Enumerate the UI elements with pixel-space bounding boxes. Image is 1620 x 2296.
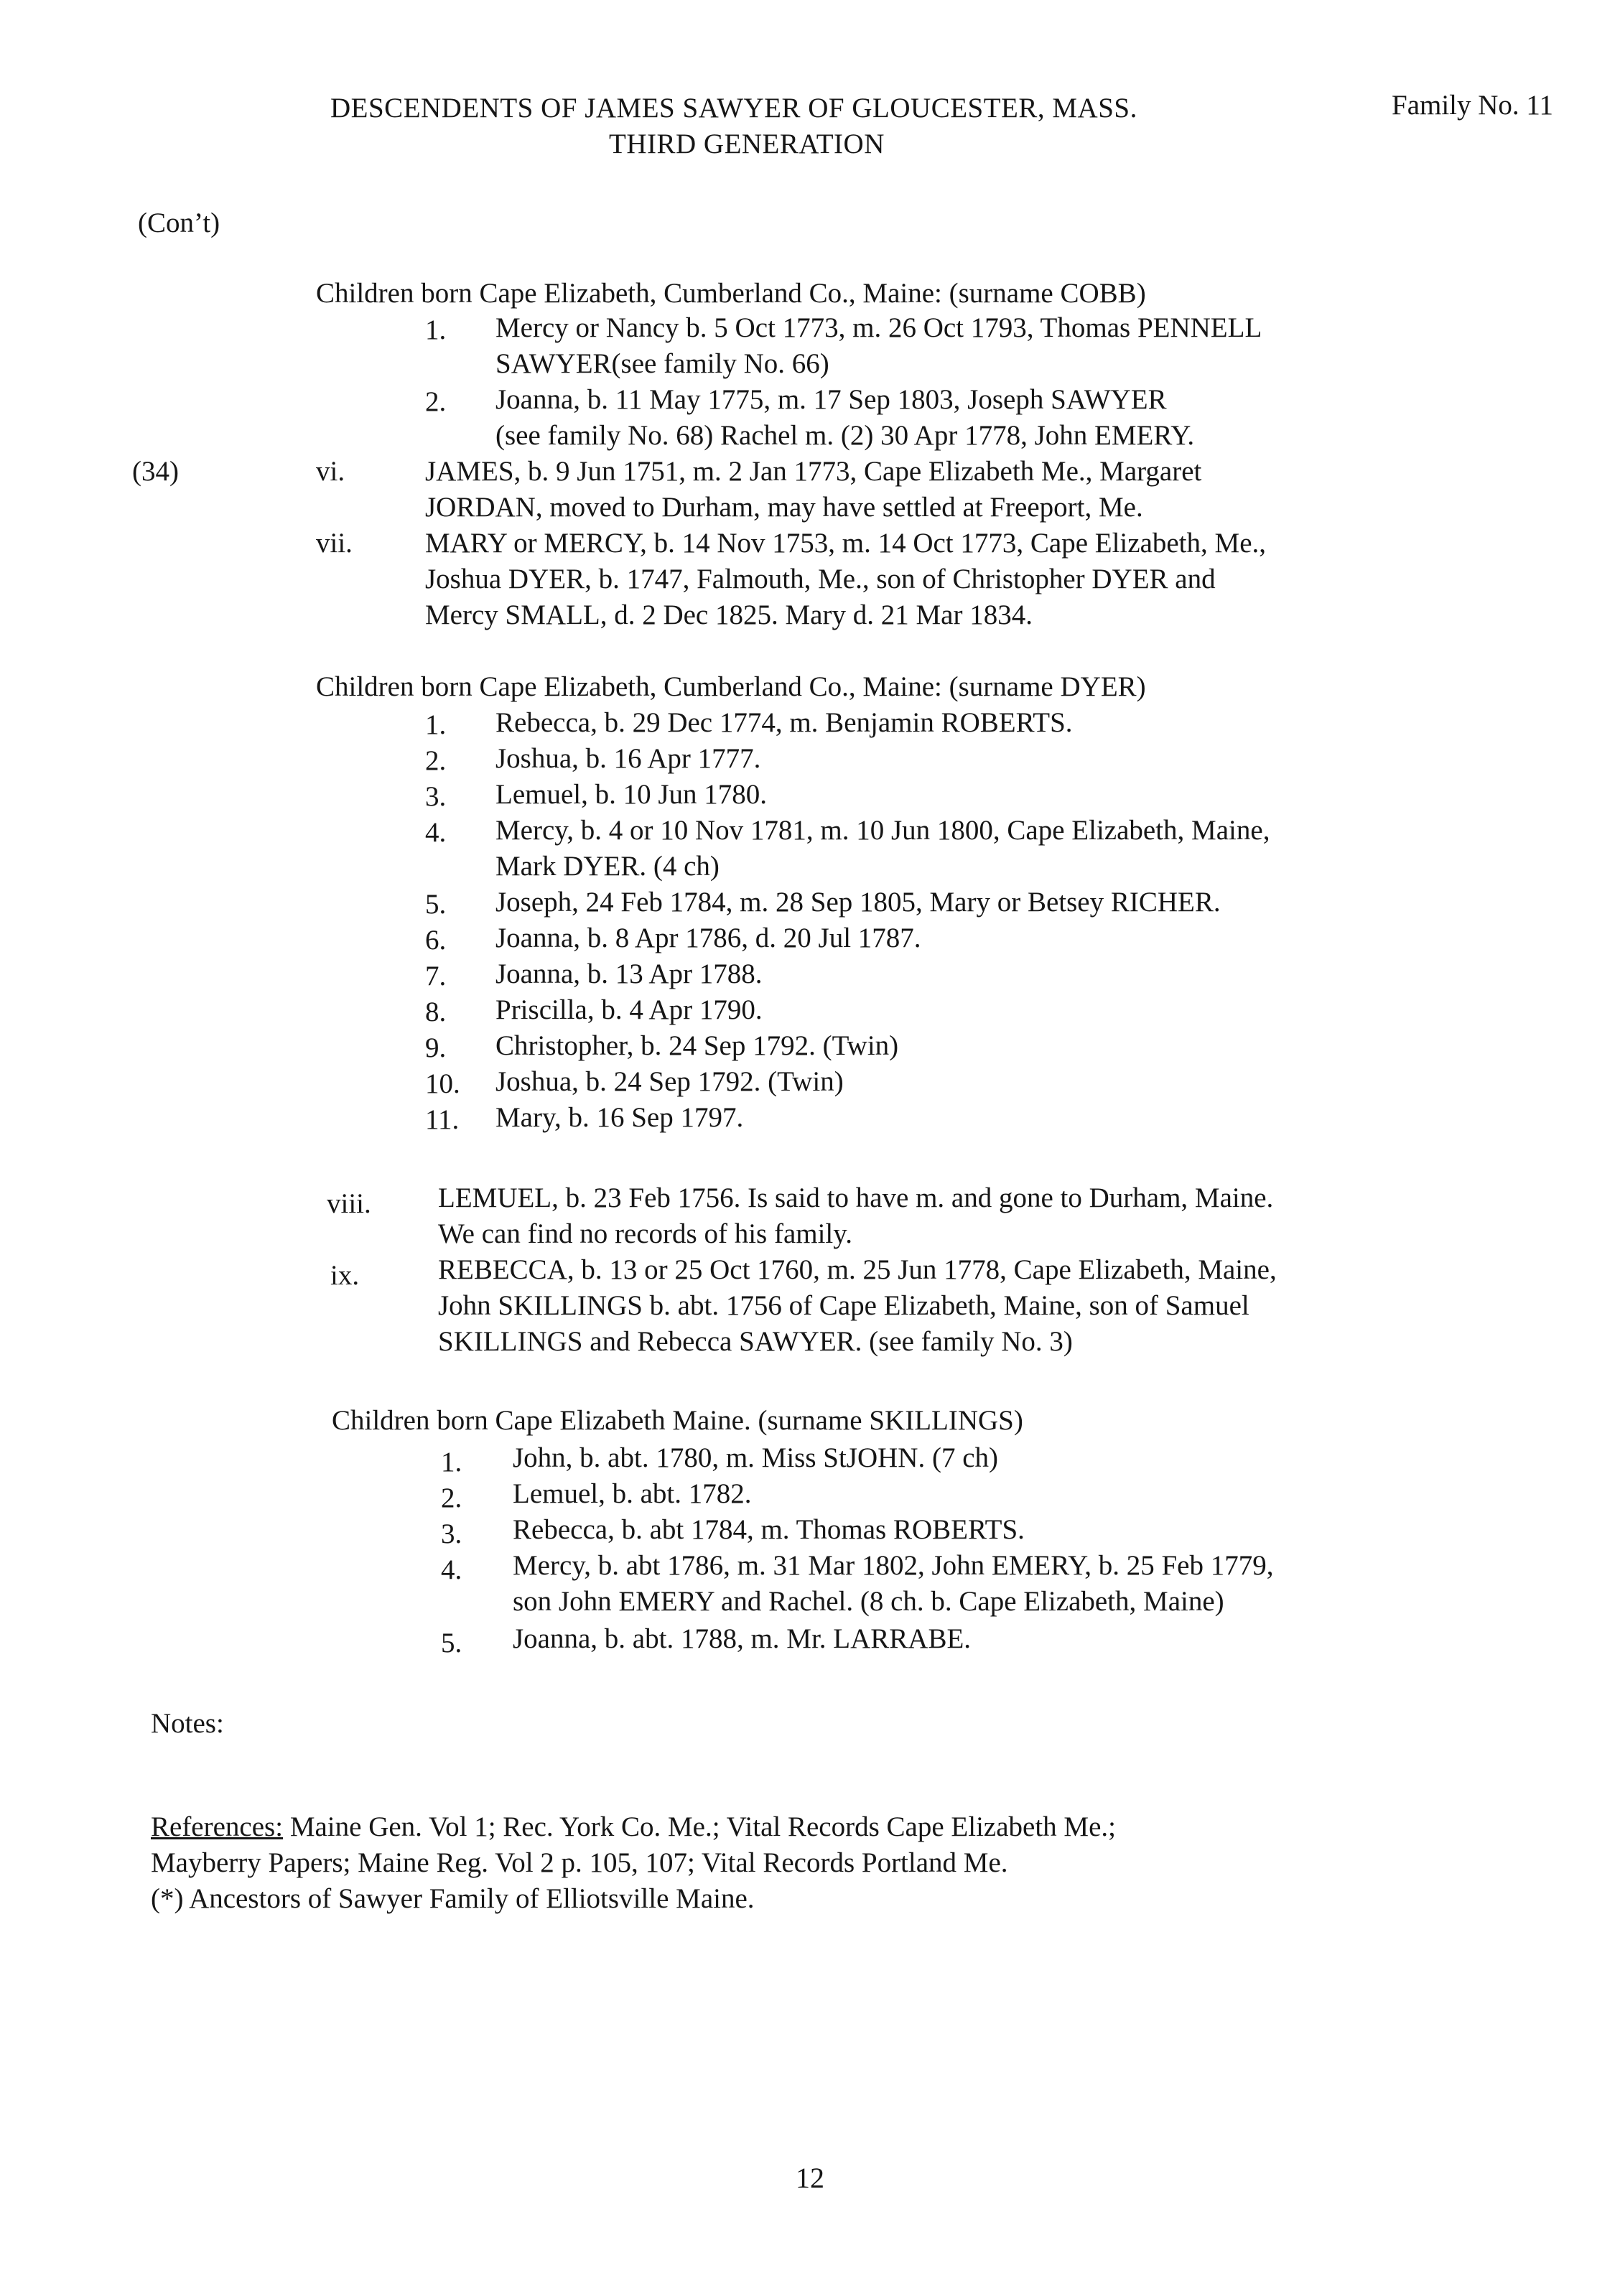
dyer-item-num: 8. xyxy=(425,997,447,1027)
entry-line: REBECCA, b. 13 or 25 Oct 1760, m. 25 Jun 1778, Cape Elizabeth, Maine, xyxy=(438,1254,1277,1285)
dyer-item-num: 11. xyxy=(425,1104,460,1135)
dyer-item-num: 10. xyxy=(425,1068,460,1099)
skillings-item-line: Mercy, b. abt 1786, m. 31 Mar 1802, John EMERY, b. 25 Feb 1779, xyxy=(513,1550,1274,1581)
references-line-1 xyxy=(151,1809,1116,1845)
family-number: Family No. 11 xyxy=(1392,90,1553,121)
dyer-item-line: Christopher, b. 24 Sep 1792. (Twin) xyxy=(495,1030,899,1061)
entry-line: Mercy SMALL, d. 2 Dec 1825. Mary d. 21 Mar 1834. xyxy=(425,599,1033,630)
dyer-item-num: 5. xyxy=(425,889,447,920)
entry-line: Joshua DYER, b. 1747, Falmouth, Me., son of Christopher DYER and xyxy=(425,564,1216,594)
dyer-item-line: Joanna, b. 8 Apr 1786, d. 20 Jul 1787. xyxy=(495,923,921,953)
page-title: DESCENDENTS OF JAMES SAWYER OF GLOUCESTER, MASS. xyxy=(330,93,1137,123)
entry-line: SKILLINGS and Rebecca SAWYER. (see family No. 3) xyxy=(438,1326,1073,1357)
cobb-item-num: 2. xyxy=(425,386,447,417)
continued-label: (Con’t) xyxy=(138,207,220,238)
skillings-item-num: 5. xyxy=(441,1628,462,1658)
dyer-item-num: 7. xyxy=(425,961,447,991)
cobb-item-line: SAWYER(see family No. 66) xyxy=(495,348,829,379)
dyer-heading: Children born Cape Elizabeth, Cumberland Co., Maine: (surname DYER) xyxy=(316,671,1146,702)
entry-line: LEMUEL, b. 23 Feb 1756. Is said to have m. and gone to Durham, Maine. xyxy=(438,1182,1274,1213)
cobb-heading: Children born Cape Elizabeth, Cumberland Co., Maine: (surname COBB) xyxy=(316,278,1146,309)
dyer-item-line: Priscilla, b. 4 Apr 1790. xyxy=(495,994,763,1025)
entry-roman: viii. xyxy=(327,1188,371,1219)
references-text: Maine Gen. Vol 1; Rec. York Co. Me.; Vital Records Cape Elizabeth Me.; xyxy=(283,1811,1116,1842)
skillings-item-num: 1. xyxy=(441,1447,462,1478)
entry-roman: vii. xyxy=(316,528,353,559)
dyer-item-line: Joseph, 24 Feb 1784, m. 28 Sep 1805, Mary or Betsey RICHER. xyxy=(495,887,1221,918)
entry-line: JAMES, b. 9 Jun 1751, m. 2 Jan 1773, Cape Elizabeth Me., Margaret xyxy=(425,456,1202,487)
dyer-item-num: 3. xyxy=(425,781,447,812)
skillings-item-line: Lemuel, b. abt. 1782. xyxy=(513,1478,752,1509)
skillings-item-num: 2. xyxy=(441,1483,462,1513)
dyer-item-line: Joshua, b. 24 Sep 1792. (Twin) xyxy=(495,1066,844,1097)
skillings-item-line: John, b. abt. 1780, m. Miss StJOHN. (7 ch) xyxy=(513,1442,999,1473)
skillings-item-line: Joanna, b. abt. 1788, m. Mr. LARRABE. xyxy=(513,1623,972,1654)
dyer-item-line: Mercy, b. 4 or 10 Nov 1781, m. 10 Jun 1800, Cape Elizabeth, Maine, xyxy=(495,815,1270,846)
page-subtitle: THIRD GENERATION xyxy=(609,129,885,159)
dyer-item-line: Joshua, b. 16 Apr 1777. xyxy=(495,743,761,774)
skillings-item-line: son John EMERY and Rachel. (8 ch. b. Cape Elizabeth, Maine) xyxy=(513,1586,1224,1617)
references-label: References: xyxy=(151,1811,284,1842)
skillings-item-num: 4. xyxy=(441,1554,462,1585)
dyer-item-num: 4. xyxy=(425,817,447,848)
dyer-item-line: Rebecca, b. 29 Dec 1774, m. Benjamin ROBERTS. xyxy=(495,707,1073,738)
dyer-item-line: Lemuel, b. 10 Jun 1780. xyxy=(495,779,768,810)
dyer-item-num: 6. xyxy=(425,925,447,956)
cobb-item-line: (see family No. 68) Rachel m. (2) 30 Apr 1778, John EMERY. xyxy=(495,420,1195,451)
entry-line: We can find no records of his family. xyxy=(438,1218,852,1249)
skillings-item-line: Rebecca, b. abt 1784, m. Thomas ROBERTS. xyxy=(513,1514,1025,1545)
entry-line: MARY or MERCY, b. 14 Nov 1753, m. 14 Oct 1773, Cape Elizabeth, Me., xyxy=(425,528,1267,559)
entry-roman: vi. xyxy=(316,456,345,487)
page-number: 12 xyxy=(796,2162,824,2194)
entry-roman: ix. xyxy=(330,1260,360,1291)
entry-line: John SKILLINGS b. abt. 1756 of Cape Elizabeth, Maine, son of Samuel xyxy=(438,1290,1249,1321)
references-line-3: (*) Ancestors of Sawyer Family of Elliotsville Maine. xyxy=(151,1883,755,1914)
dyer-item-line: Mark DYER. (4 ch) xyxy=(495,851,720,882)
cobb-item-line: Joanna, b. 11 May 1775, m. 17 Sep 1803, Joseph SAWYER xyxy=(495,384,1167,415)
references-line-2: Mayberry Papers; Maine Reg. Vol 2 p. 105, 107; Vital Records Portland Me. xyxy=(151,1847,1008,1878)
dyer-item-num: 9. xyxy=(425,1032,447,1063)
skillings-item-num: 3. xyxy=(441,1518,462,1549)
entry-ref: (34) xyxy=(132,456,179,487)
dyer-item-num: 2. xyxy=(425,745,447,776)
entry-line: JORDAN, moved to Durham, may have settled at Freeport, Me. xyxy=(425,492,1143,523)
cobb-item-line: Mercy or Nancy b. 5 Oct 1773, m. 26 Oct 1793, Thomas PENNELL xyxy=(495,312,1262,343)
cobb-item-num: 1. xyxy=(425,314,447,345)
dyer-item-line: Mary, b. 16 Sep 1797. xyxy=(495,1102,744,1133)
dyer-item-num: 1. xyxy=(425,709,447,740)
skillings-heading: Children born Cape Elizabeth Maine. (surname SKILLINGS) xyxy=(332,1405,1023,1436)
notes-label: Notes: xyxy=(151,1708,224,1739)
dyer-item-line: Joanna, b. 13 Apr 1788. xyxy=(495,958,763,989)
